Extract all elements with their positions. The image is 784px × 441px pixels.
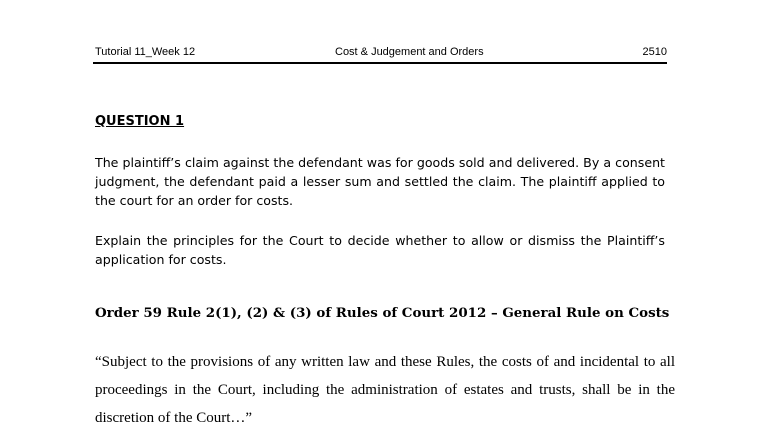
header-divider: [93, 62, 667, 64]
question-heading: QUESTION 1: [95, 114, 185, 129]
header-topic-title: Cost & Judgement and Orders: [335, 46, 484, 58]
header-tutorial-label: Tutorial 11_Week 12: [95, 46, 196, 58]
rule-heading: Order 59 Rule 2(1), (2) & (3) of Rules of Court 2012 – General Rule on Costs: [95, 305, 670, 321]
header-course-code: 2510: [642, 46, 667, 58]
question-paragraph-facts: The plaintiff’s claim against the defendant was for goods sold and delivered. By a consent judgment, the defendant paid a lesser sum and settled the claim. The plaintiff applied to the court for an order for costs.: [95, 155, 665, 208]
page-header: [95, 46, 667, 62]
question-paragraph-task: Explain the principles for the Court to decide whether to allow or dismiss the Plaintiff’s application for costs.: [95, 233, 665, 267]
rule-quote: “Subject to the provisions of any written law and these Rules, the costs of and incidental to all proceedings in the Court, including the administration of estates and trusts, shall be in the discretion of the Court…”: [95, 354, 675, 426]
